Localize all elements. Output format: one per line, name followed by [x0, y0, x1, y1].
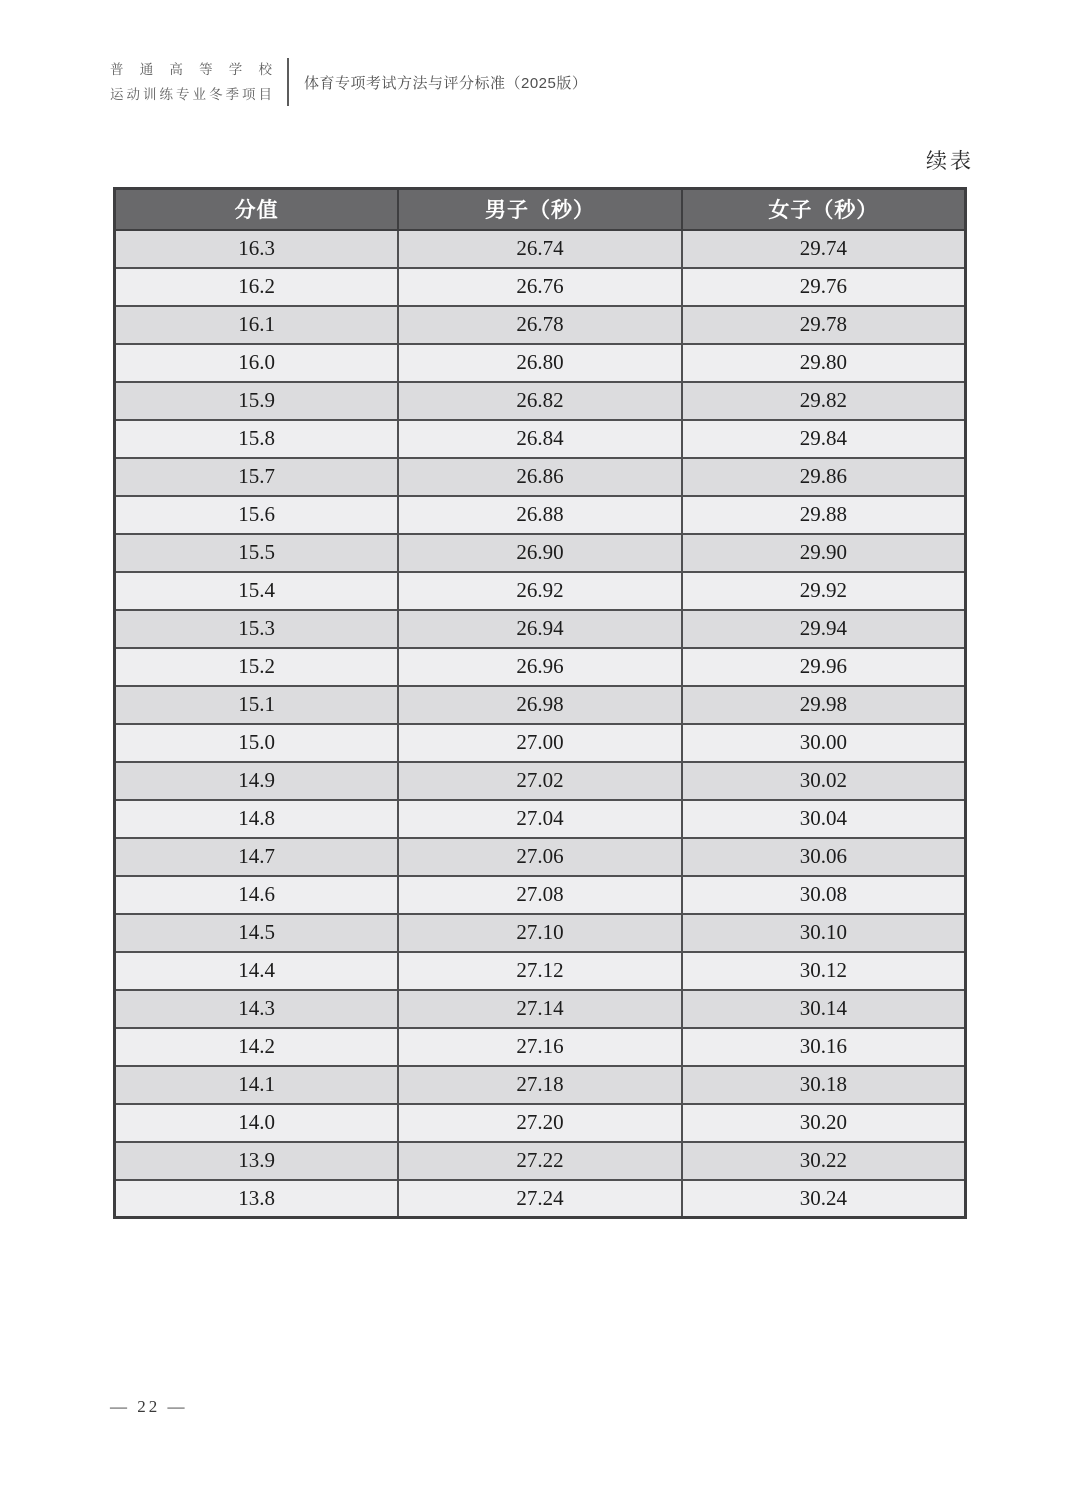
table-cell: 15.6 — [115, 496, 399, 534]
table-row — [115, 990, 966, 1028]
table-cell: 27.06 — [398, 838, 682, 876]
table-row — [115, 572, 966, 610]
table-cell: 29.84 — [682, 420, 966, 458]
table-row — [115, 306, 966, 344]
table-cell: 26.74 — [398, 230, 682, 268]
table-cell: 16.1 — [115, 306, 399, 344]
table-cell: 27.10 — [398, 914, 682, 952]
table-row — [115, 496, 966, 534]
table-cell: 15.3 — [115, 610, 399, 648]
header-divider-line — [287, 58, 289, 106]
table-cell: 14.1 — [115, 1066, 399, 1104]
table-cell: 27.02 — [398, 762, 682, 800]
table-cell: 27.16 — [398, 1028, 682, 1066]
header-left-line1: 普通高等学校 — [110, 62, 272, 77]
table-cell: 14.6 — [115, 876, 399, 914]
table-cell: 30.18 — [682, 1066, 966, 1104]
table-cell: 26.78 — [398, 306, 682, 344]
table-cell: 15.0 — [115, 724, 399, 762]
document-header — [110, 58, 587, 106]
table-cell: 27.00 — [398, 724, 682, 762]
column-header: 分值 — [115, 189, 399, 230]
header-right-title: 体育专项考试方法与评分标准（2025版） — [304, 74, 588, 92]
table-cell: 27.12 — [398, 952, 682, 990]
table-row — [115, 648, 966, 686]
table-cell: 29.92 — [682, 572, 966, 610]
table-cell: 15.9 — [115, 382, 399, 420]
table-row — [115, 534, 966, 572]
table-cell: 27.18 — [398, 1066, 682, 1104]
table-cell: 26.76 — [398, 268, 682, 306]
table-body — [115, 230, 966, 1218]
table-cell: 29.86 — [682, 458, 966, 496]
table-cell: 26.80 — [398, 344, 682, 382]
table-cell: 27.14 — [398, 990, 682, 1028]
table-cell: 15.7 — [115, 458, 399, 496]
table-cell: 14.4 — [115, 952, 399, 990]
table-cell: 30.10 — [682, 914, 966, 952]
table-cell: 27.24 — [398, 1180, 682, 1218]
table-row — [115, 458, 966, 496]
table-row — [115, 610, 966, 648]
table-cell: 14.8 — [115, 800, 399, 838]
table-header-row — [115, 189, 966, 230]
table-cell: 26.92 — [398, 572, 682, 610]
table-cell: 26.88 — [398, 496, 682, 534]
table-cell: 29.96 — [682, 648, 966, 686]
table-cell: 26.94 — [398, 610, 682, 648]
table-cell: 27.08 — [398, 876, 682, 914]
table-cell: 14.7 — [115, 838, 399, 876]
table-cell: 14.3 — [115, 990, 399, 1028]
table-cell: 15.5 — [115, 534, 399, 572]
table-cell: 16.0 — [115, 344, 399, 382]
table-cell: 26.82 — [398, 382, 682, 420]
table-cell: 26.98 — [398, 686, 682, 724]
table-cell: 30.16 — [682, 1028, 966, 1066]
table-cell: 29.88 — [682, 496, 966, 534]
table-row — [115, 762, 966, 800]
table-row — [115, 724, 966, 762]
table-cell: 30.12 — [682, 952, 966, 990]
table-row — [115, 686, 966, 724]
table-row — [115, 838, 966, 876]
table-row — [115, 1142, 966, 1180]
table-cell: 13.8 — [115, 1180, 399, 1218]
table-cell: 15.4 — [115, 572, 399, 610]
table-cell: 30.00 — [682, 724, 966, 762]
table-row — [115, 1104, 966, 1142]
table-cell: 29.74 — [682, 230, 966, 268]
table-cell: 30.04 — [682, 800, 966, 838]
table-cell: 30.08 — [682, 876, 966, 914]
table-cell: 26.96 — [398, 648, 682, 686]
table-cell: 29.82 — [682, 382, 966, 420]
score-table — [113, 187, 967, 1219]
table-cell: 29.78 — [682, 306, 966, 344]
table-cell: 14.5 — [115, 914, 399, 952]
table-cell: 30.02 — [682, 762, 966, 800]
table-row — [115, 344, 966, 382]
table-cell: 29.76 — [682, 268, 966, 306]
header-left-line2: 运动训练专业冬季项目 — [110, 86, 272, 102]
table-row — [115, 382, 966, 420]
table-cell: 14.9 — [115, 762, 399, 800]
table-cell: 30.06 — [682, 838, 966, 876]
table-cell: 29.94 — [682, 610, 966, 648]
table-row — [115, 800, 966, 838]
continued-table-label: 续表 — [926, 149, 974, 173]
table-cell: 26.84 — [398, 420, 682, 458]
column-header: 男子（秒） — [398, 189, 682, 230]
header-left-block — [110, 63, 272, 101]
table-row — [115, 268, 966, 306]
table-cell: 27.04 — [398, 800, 682, 838]
table-cell: 15.1 — [115, 686, 399, 724]
table-cell: 29.90 — [682, 534, 966, 572]
table-row — [115, 1028, 966, 1066]
table-cell: 14.2 — [115, 1028, 399, 1066]
table-row — [115, 1180, 966, 1218]
table-row — [115, 952, 966, 990]
table-cell: 26.90 — [398, 534, 682, 572]
table-cell: 27.20 — [398, 1104, 682, 1142]
table-row — [115, 914, 966, 952]
table-cell: 16.3 — [115, 230, 399, 268]
table-cell: 27.22 — [398, 1142, 682, 1180]
table-cell: 30.22 — [682, 1142, 966, 1180]
table-row — [115, 1066, 966, 1104]
table-cell: 29.98 — [682, 686, 966, 724]
table-cell: 16.2 — [115, 268, 399, 306]
table-cell: 30.14 — [682, 990, 966, 1028]
table-cell: 14.0 — [115, 1104, 399, 1142]
table-cell: 30.24 — [682, 1180, 966, 1218]
table-cell: 15.8 — [115, 420, 399, 458]
table-cell: 15.2 — [115, 648, 399, 686]
column-header: 女子（秒） — [682, 189, 966, 230]
page-number: — 22 — — [110, 1397, 188, 1416]
table-row — [115, 230, 966, 268]
table-row — [115, 420, 966, 458]
table-cell: 30.20 — [682, 1104, 966, 1142]
table-row — [115, 876, 966, 914]
table-cell: 13.9 — [115, 1142, 399, 1180]
table-cell: 26.86 — [398, 458, 682, 496]
table-cell: 29.80 — [682, 344, 966, 382]
